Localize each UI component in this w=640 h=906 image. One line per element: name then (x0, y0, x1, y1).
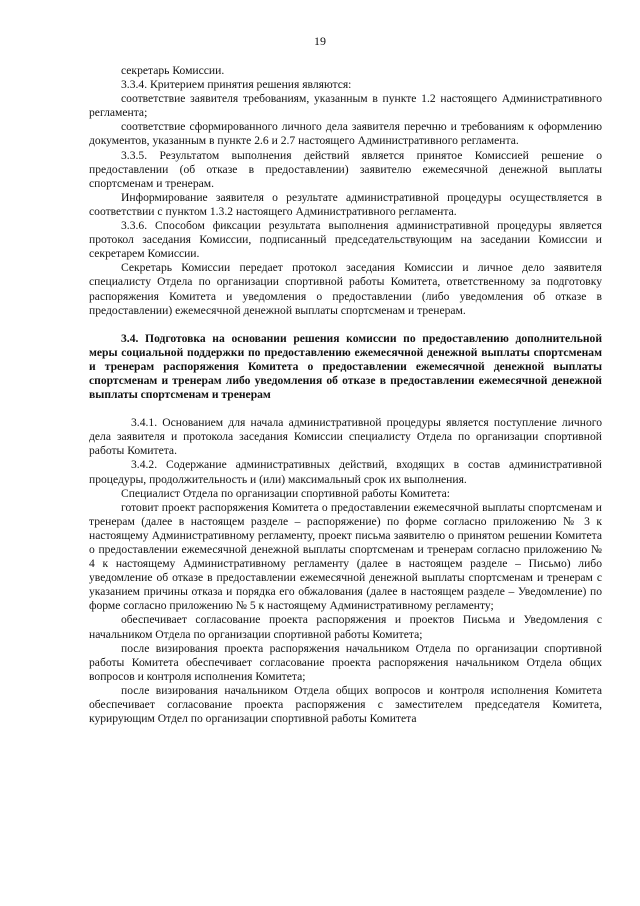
page-number: 19 (314, 34, 326, 48)
paragraph-ensure-approval: обеспечивает согласование проекта распоряжения и проектов Письма и Уведомления с начальником Отдела по организации спортивной работы Комитета; (89, 613, 602, 641)
paragraph-secretary-transfer: Секретарь Комиссии передает протокол заседания Комиссии и личное дело заявителя специалисту Отдела по организации спортивной работы Комитета, ответственному за подготовку распоряжения Комитета и уведомления о предоставлении (либо уведомления об отказе в предоставлении) ежемесячной денежной выплаты спортсменам и тренерам. (89, 261, 602, 317)
paragraph-3-3-5: 3.3.5. Результатом выполнения действий является принятое Комиссией решение о предоставлении (об отказе в предоставлении) заявителю ежемесячной денежной выплаты спортсменам и тренерам. (89, 148, 602, 190)
section-spacer (89, 318, 602, 332)
document-body (89, 64, 602, 726)
paragraph-after-visa-1: после визирования проекта распоряжения начальником Отдела по организации спортивной работы Комитета обеспечивает согласование проекта распоряжения начальником Отдела общих вопросов и контроля исполнения Комитета; (89, 641, 602, 683)
paragraph-commission-secretary: секретарь Комиссии. (121, 64, 225, 77)
section-spacer-2 (89, 402, 602, 416)
paragraph-3-4-2: 3.4.2. Содержание административных действий, входящих в состав административной процедуры, продолжительность и (или) максимальный срок их выполнения. (89, 458, 602, 486)
paragraph-3-4-1: 3.4.1. Основанием для начала административной процедуры является поступление личного дела заявителя и протокола заседания Комиссии специалисту Отдела по организации спортивной работы Комитета. (89, 416, 602, 458)
paragraph-3-3-6: 3.3.6. Способом фиксации результата выполнения административной процедуры является протокол заседания Комиссии, подписанный председательствующим на заседании Комиссии и секретарем Комиссии. (89, 219, 602, 261)
paragraph-criterion-2: соответствие сформированного личного дела заявителя перечню и требованиям к оформлению документов, указанным в пункте 2.6 и 2.7 настоящего Административного регламента. (89, 120, 602, 148)
paragraph-informing: Информирование заявителя о результате административной процедуры осуществляется в соответствии с пунктом 1.3.2 настоящего Административного регламента. (89, 190, 602, 218)
paragraph-3-3-4-heading: 3.3.4. Критерием принятия решения являются: (121, 78, 352, 92)
section-heading-3-4: 3.4. Подготовка на основании решения комиссии по предоставлению дополнительной меры социальной поддержки по предоставлению ежемесячной денежной выплаты спортсменам и тренерам распоряжения Комитета о предоставлении ежемесячной денежной выплаты спортсменам и тренерам либо уведомления об отказе в предоставлении ежемесячной денежной выплаты спортсменам и тренерам (89, 331, 602, 402)
paragraph-after-visa-2: после визирования начальником Отдела общих вопросов и контроля исполнения Комитета обеспечивает согласование проекта распоряжения с заместителем председателя Комитета, курирующим Отдел по организации спортивной работы Комитета (89, 683, 602, 726)
paragraph-prepare-draft: готовит проект распоряжения Комитета о предоставлении ежемесячной выплаты спортсменам и тренерам (далее в настоящем разделе – распоряжение) по форме согласно приложению № 3 к настоящему Административному регламенту, проект письма заявителю о принятом решении Комитета о предоставлении ежемесячной денежной выплаты спортсменам и тренерам согласно приложению № 4 к настоящему Административному регламенту (далее в настоящем разделе – Письмо) либо уведомление об отказе в предоставлении ежемесячной денежной выплаты спортсменам и тренерам с указанием причины отказа и порядка его обжалования (далее в настоящем разделе – Уведомление) по форме согласно приложению № 5 к настоящему Административному регламенту; (89, 500, 602, 613)
paragraph-specialist-heading: Специалист Отдела по организации спортивной работы Комитета: (121, 486, 450, 500)
paragraph-criterion-1: соответствие заявителя требованиям, указанным в пункте 1.2 настоящего Административного регламента; (89, 92, 602, 120)
